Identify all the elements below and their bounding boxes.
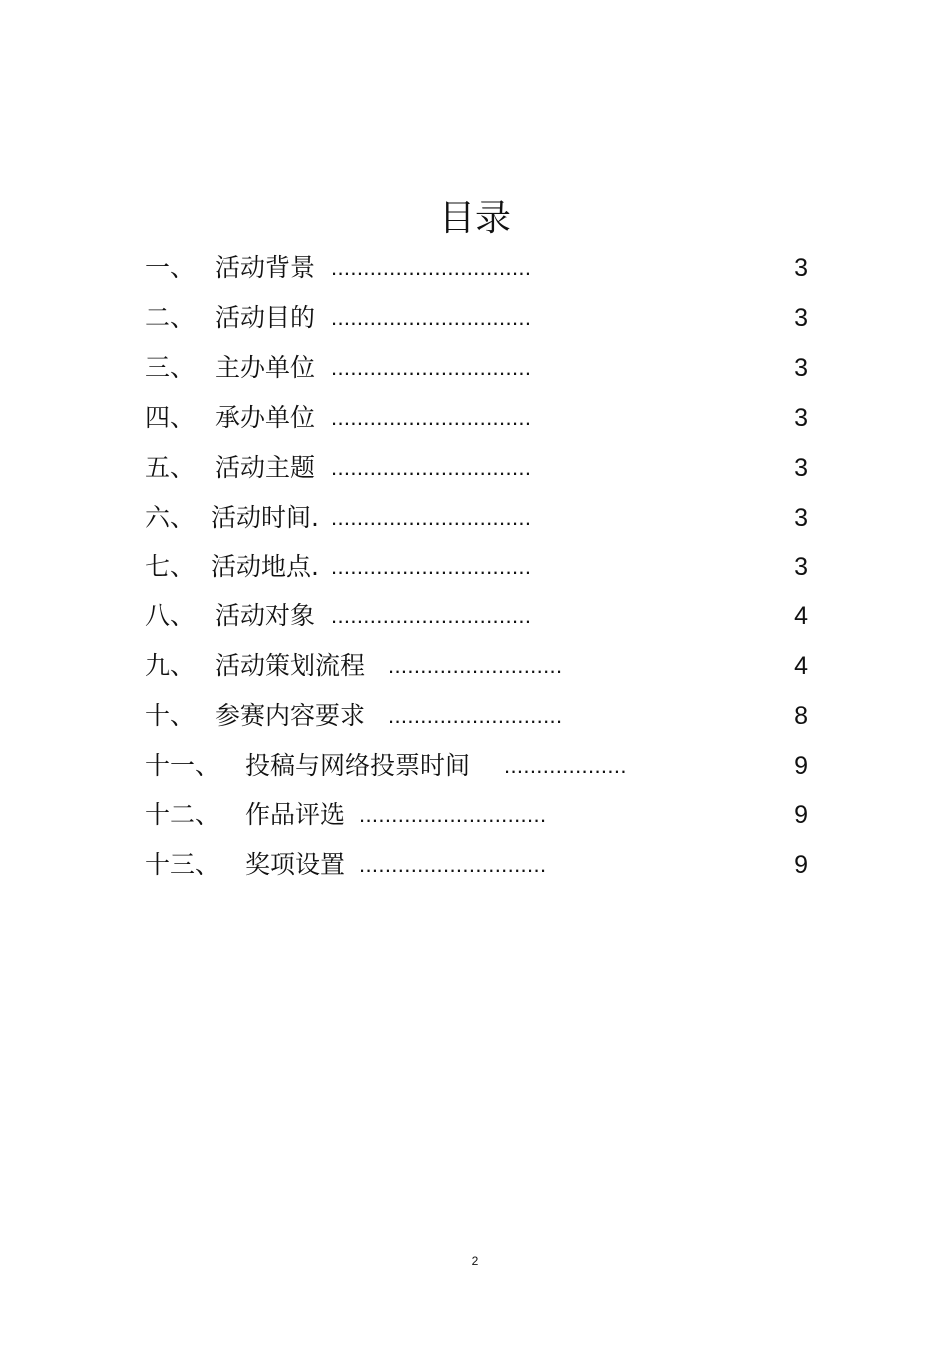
toc-entry-leader: ............................... — [331, 603, 532, 628]
toc-entry[interactable] — [0, 847, 950, 883]
toc-entry-page: 8 — [794, 702, 808, 730]
toc-entry-number: 八、 — [145, 601, 196, 630]
toc-entry-page: 3 — [794, 304, 808, 332]
toc-entry-leader: ........................... — [388, 703, 563, 728]
toc-entry-title: 活动时间. — [211, 503, 319, 532]
toc-entry-leader: ........................... — [388, 653, 563, 678]
toc-entry-leader: ............................... — [331, 405, 532, 430]
toc-entry-page: 9 — [794, 801, 808, 829]
page-title: 目录 — [438, 198, 511, 239]
toc-entry-page: 3 — [794, 504, 808, 532]
toc-entry-title: 投稿与网络投票时间 — [245, 751, 471, 780]
toc-entry-leader: ............................... — [331, 355, 532, 380]
toc-entry[interactable] — [0, 350, 950, 386]
toc-entry-title: 主办单位 — [215, 353, 316, 382]
toc-entry-page: 9 — [794, 752, 808, 780]
toc-entry-title: 活动地点. — [211, 552, 319, 581]
toc-entry-leader: ............................... — [331, 305, 532, 330]
toc-entry-page: 4 — [794, 602, 808, 630]
toc-entry-number: 三、 — [145, 353, 196, 382]
toc-entry-number: 十三、 — [145, 850, 221, 879]
toc-entry[interactable] — [0, 748, 950, 784]
toc-entry[interactable] — [0, 549, 950, 585]
toc-entry-title: 奖项设置 — [245, 850, 346, 879]
toc-entry-leader: ............................. — [359, 852, 547, 877]
toc-entry-title: 活动对象 — [215, 601, 316, 630]
toc-entry-leader: ............................... — [331, 255, 532, 280]
toc-entry-title: 承办单位 — [215, 403, 316, 432]
toc-entry-page: 4 — [794, 652, 808, 680]
toc-entry-page: 3 — [794, 553, 808, 581]
toc-entry[interactable] — [0, 400, 950, 436]
toc-entry[interactable] — [0, 797, 950, 833]
toc-entry-leader: ............................... — [331, 455, 532, 480]
toc-entry-page: 3 — [794, 454, 808, 482]
toc-entry-leader: ............................. — [359, 802, 547, 827]
toc-entry[interactable] — [0, 300, 950, 336]
toc-entry[interactable] — [0, 698, 950, 734]
toc-entry-title: 活动策划流程 — [215, 651, 366, 680]
toc-entry-page: 3 — [794, 354, 808, 382]
toc-entry-leader: ............................... — [331, 505, 532, 530]
toc-entry[interactable] — [0, 450, 950, 486]
toc-entry[interactable] — [0, 648, 950, 684]
toc-entry-number: 七、 — [145, 552, 196, 581]
toc-entry-leader: ............................... — [331, 554, 532, 579]
toc-entry-page: 3 — [794, 404, 808, 432]
toc-entry-number: 九、 — [145, 651, 196, 680]
toc-entry[interactable] — [0, 250, 950, 286]
toc-entry-number: 六、 — [145, 503, 196, 532]
toc-entry-number: 四、 — [145, 403, 196, 432]
toc-entry-number: 十、 — [145, 701, 196, 730]
toc-entry-page: 9 — [794, 851, 808, 879]
toc-entry-number: 十二、 — [145, 800, 221, 829]
page-number: 2 — [471, 1254, 479, 1268]
toc-entry-number: 五、 — [145, 453, 196, 482]
toc-entry-number: 十一、 — [145, 751, 221, 780]
toc-entry[interactable] — [0, 598, 950, 634]
toc-entry-title: 作品评选 — [245, 800, 346, 829]
toc-entry-number: 二、 — [145, 303, 196, 332]
toc-entry-leader: ................... — [504, 753, 627, 778]
toc-entry-title: 参赛内容要求 — [215, 701, 366, 730]
toc-entry-title: 活动目的 — [215, 303, 316, 332]
toc-entry-title: 活动背景 — [215, 253, 316, 282]
toc-entry[interactable] — [0, 500, 950, 536]
toc-entry-title: 活动主题 — [215, 453, 316, 482]
toc-entry-number: 一、 — [145, 253, 196, 282]
toc-entry-page: 3 — [794, 254, 808, 282]
